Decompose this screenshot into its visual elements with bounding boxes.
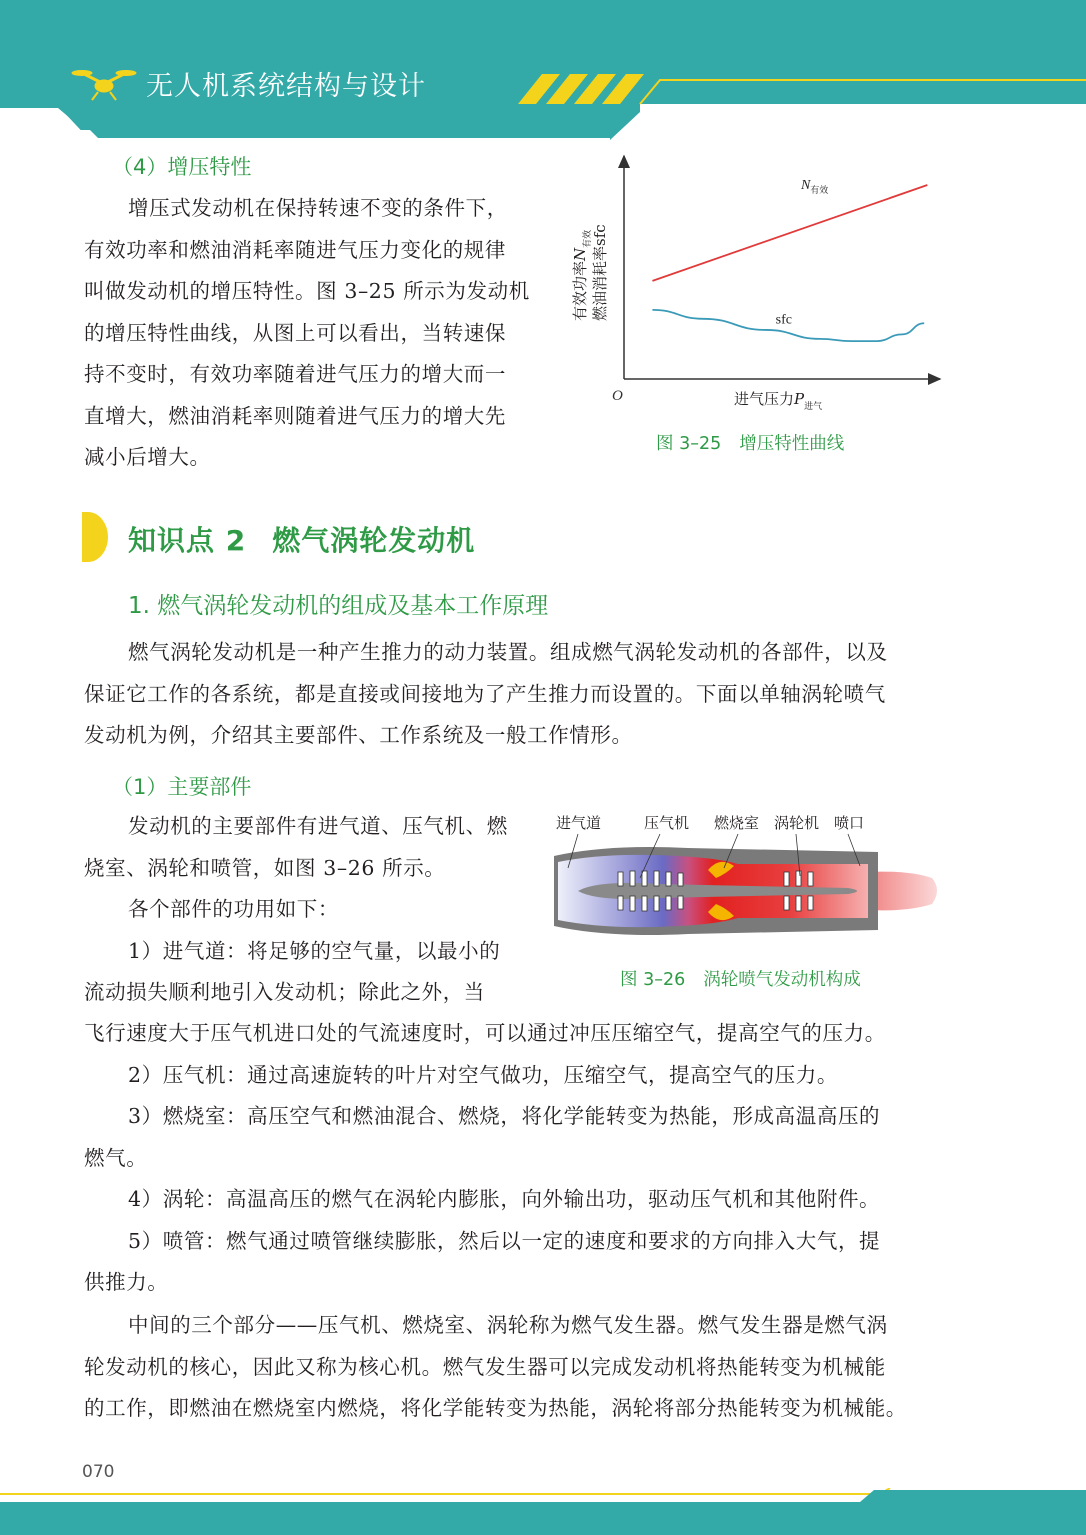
y-axis-label-sfc: 燃油消耗率sfc: [591, 224, 609, 321]
main-parts-functions: 飞行速度大于压气机进口处的气流速度时，可以通过冲压压缩空气，提高空气的压力。 2）压气机：通过高速旋转的叶片对空气做功，压缩空气，提高空气的压力。 3）燃烧室：高压空气和燃油混合、燃烧，将化学能转变为热能，形成高温高压的 燃气。 4）涡轮：高温高压的燃气在涡轮内膨胀，向外输出功，驱动压气机和其他附件。 5）喷管：燃气通过喷管继续膨胀，然后以一定的速度和要求的方向排入大气，提 供推力。: [84, 1021, 886, 1294]
book-title: 无人机系统结构与设计: [146, 71, 426, 102]
y-axis-label-power: 有效功率$N_{有效}$: [571, 229, 593, 321]
engine-label-turbine: 涡轮机: [774, 814, 820, 832]
core-engine-paragraph: 中间的三个部分——压气机、燃烧室、涡轮称为燃气发生器。燃气发生器是燃气涡 轮发动机的核心，因此又称为核心机。燃气发生器可以完成发动机将热能转变为机械能 的工作，即燃油在燃烧室内燃烧，将化学能转变为热能，涡轮将部分热能转变为机械能。: [84, 1313, 907, 1420]
knowledge-point-heading: 知识点 2 燃气涡轮发动机: [128, 524, 476, 557]
series-label-effective-power: $N_{有效}$: [800, 177, 829, 195]
x-axis-label: 进气压力$P_{进气}$: [734, 390, 823, 412]
knowledge-point-marker: [82, 512, 108, 562]
engine-label-compressor: 压气机: [644, 814, 690, 832]
series-label-sfc: sfc: [775, 312, 793, 328]
section-heading-supercharge: （4）增压特性: [112, 155, 252, 179]
subsection-paragraph-composition: 燃气涡轮发动机是一种产生推力的动力装置。组成燃气涡轮发动机的各部件，以及 保证它工作的各系统，都是直接或间接地为了产生推力而设置的。下面以单轴涡轮喷气 发动机为例，介绍其主要部件、工作系统及一般工作情形。: [84, 640, 888, 747]
engine-label-nozzle: 喷口: [834, 814, 865, 832]
engine-label-inlet: 进气道: [556, 814, 602, 832]
engine-label-combustor: 燃烧室: [714, 814, 760, 832]
supercharge-characteristic-chart: [566, 146, 946, 418]
section-paragraph-supercharge: 增压式发动机在保持转速不变的条件下， 有效功率和燃油消耗率随进气压力变化的规律 叫做发动机的增压特性。图 3–25 所示为发动机 的增压特性曲线，从图上可以看出，当转速保 持不变时，有效功率随着进气压力的增大而一 直增大，燃油消耗率则随着进气压力的增大先 减小后增大。: [84, 196, 530, 469]
series-line-effective-power: [652, 185, 927, 281]
main-parts-intro: 发动机的主要部件有进气道、压气机、燃 烧室、涡轮和喷管，如图 3–26 所示。 各个部件的功用如下： 1）进气道：将足够的空气量，以最小的 流动损失顺利地引入发动机；除此之外，当: [84, 814, 508, 1004]
page-number: 070: [82, 1462, 115, 1482]
origin-label: O: [612, 388, 623, 404]
main-parts-heading: （1）主要部件: [112, 775, 252, 799]
figure-caption-3-25: 图 3–25 增压特性曲线: [656, 434, 845, 454]
footer-banner: [0, 1488, 1086, 1535]
figure-caption-3-26: 图 3–26 涡轮喷气发动机构成: [620, 970, 861, 990]
subsection-heading-composition: 1. 燃气涡轮发动机的组成及基本工作原理: [128, 593, 549, 619]
turbojet-engine-diagram: [548, 808, 944, 958]
